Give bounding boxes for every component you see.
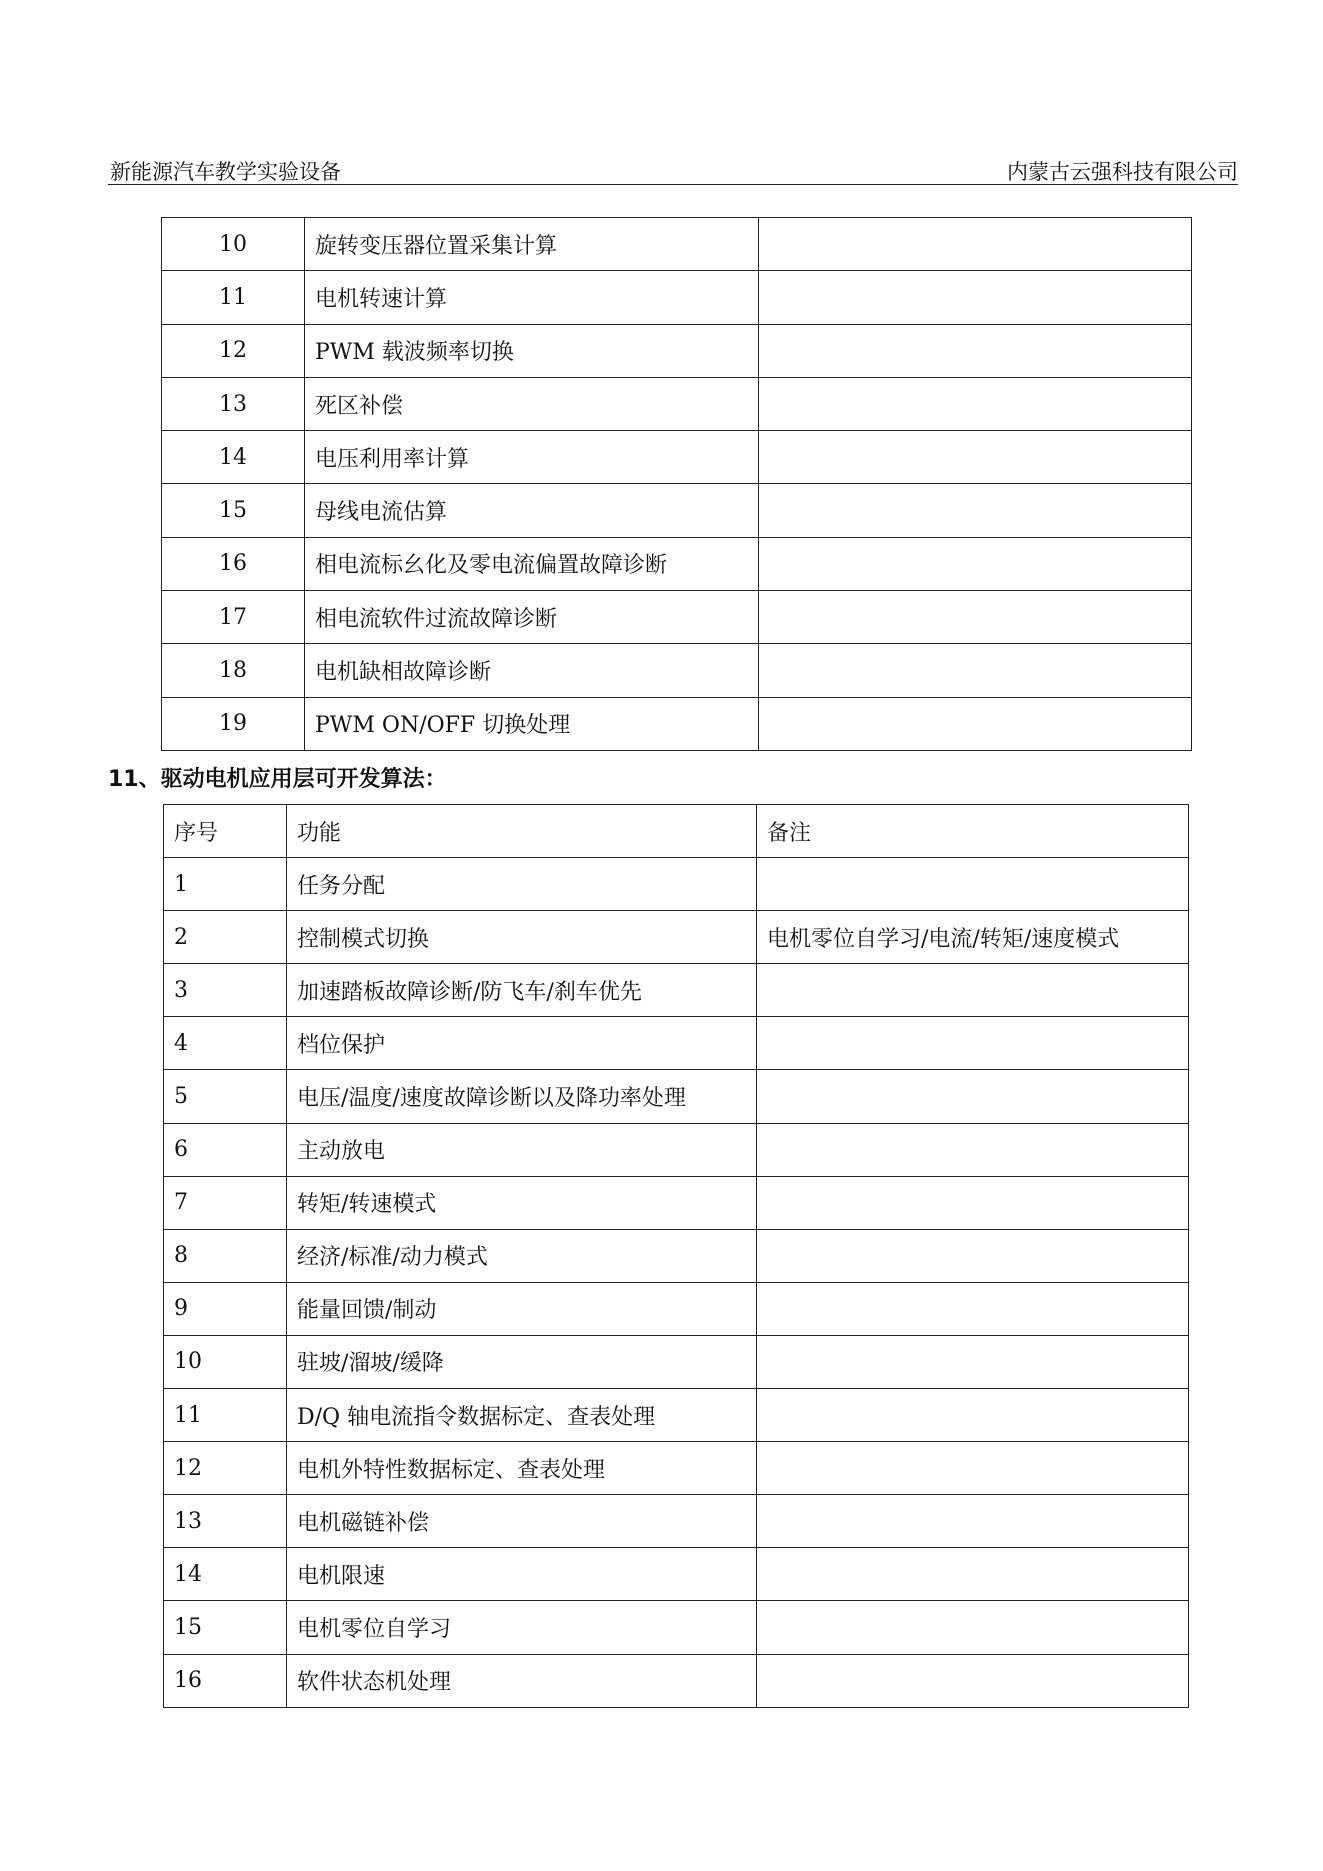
table-row — [164, 1389, 1189, 1442]
table-row — [164, 1601, 1189, 1654]
table-row — [164, 1282, 1189, 1335]
cell-note — [759, 697, 1192, 750]
table-row — [164, 1495, 1189, 1548]
table-row — [164, 1654, 1189, 1707]
cell-function: 经济/标准/动力模式 — [287, 1229, 757, 1282]
cell-num: 15 — [162, 484, 305, 537]
cell-num: 10 — [164, 1335, 287, 1388]
cell-note — [759, 431, 1192, 484]
table-row — [164, 1017, 1189, 1070]
cell-note — [757, 964, 1189, 1017]
cell-note — [757, 1654, 1189, 1707]
table-row — [164, 1548, 1189, 1601]
table-row — [162, 644, 1192, 697]
cell-function: 驻坡/溜坡/缓降 — [287, 1335, 757, 1388]
cell-note — [757, 1495, 1189, 1548]
cell-note: 电机零位自学习/电流/转矩/速度模式 — [757, 911, 1189, 964]
cell-function: 主动放电 — [287, 1123, 757, 1176]
cell-function: 电压/温度/速度故障诊断以及降功率处理 — [287, 1070, 757, 1123]
cell-note — [759, 324, 1192, 377]
cell-function: 相电流标幺化及零电流偏置故障诊断 — [305, 537, 759, 590]
cell-function: D/Q 轴电流指令数据标定、查表处理 — [287, 1389, 757, 1442]
table-header-row — [164, 805, 1189, 858]
cell-num: 9 — [164, 1282, 287, 1335]
cell-note — [757, 1389, 1189, 1442]
table-row — [162, 324, 1192, 377]
cell-function: 旋转变压器位置采集计算 — [305, 218, 759, 271]
cell-note — [757, 1601, 1189, 1654]
cell-note — [757, 1017, 1189, 1070]
cell-note — [757, 1070, 1189, 1123]
cell-note — [757, 1282, 1189, 1335]
table-row — [164, 964, 1189, 1017]
cell-function: 电压利用率计算 — [305, 431, 759, 484]
cell-num: 15 — [164, 1601, 287, 1654]
cell-note — [757, 1123, 1189, 1176]
table-row — [164, 1070, 1189, 1123]
cell-note — [757, 1176, 1189, 1229]
cell-num: 7 — [164, 1176, 287, 1229]
cell-num: 3 — [164, 964, 287, 1017]
table-row — [162, 431, 1192, 484]
cell-function: 电机磁链补偿 — [287, 1495, 757, 1548]
cell-note — [759, 218, 1192, 271]
table-row — [164, 1123, 1189, 1176]
cell-note — [757, 1442, 1189, 1495]
cell-note — [759, 537, 1192, 590]
cell-num: 1 — [164, 858, 287, 911]
table-row — [162, 218, 1192, 271]
section-title: 11、驱动电机应用层可开发算法： — [108, 767, 447, 792]
cell-note — [757, 1548, 1189, 1601]
cell-num: 14 — [164, 1548, 287, 1601]
cell-function: 软件状态机处理 — [287, 1654, 757, 1707]
table-row — [162, 377, 1192, 430]
cell-function: 电机转速计算 — [305, 271, 759, 324]
cell-function: 转矩/转速模式 — [287, 1176, 757, 1229]
cell-function: 能量回馈/制动 — [287, 1282, 757, 1335]
cell-function: PWM 载波频率切换 — [305, 324, 759, 377]
cell-function: 电机零位自学习 — [287, 1601, 757, 1654]
header-cell-function: 功能 — [287, 805, 757, 858]
header-cell-num: 序号 — [164, 805, 287, 858]
table-row — [162, 484, 1192, 537]
cell-function: 电机外特性数据标定、查表处理 — [287, 1442, 757, 1495]
cell-note — [757, 858, 1189, 911]
cell-num: 18 — [162, 644, 305, 697]
algorithm-table-continued — [161, 217, 1192, 751]
cell-function: 相电流软件过流故障诊断 — [305, 591, 759, 644]
table-row — [164, 1335, 1189, 1388]
cell-function: 死区补偿 — [305, 377, 759, 430]
table-row — [162, 591, 1192, 644]
table-row — [164, 858, 1189, 911]
cell-num: 19 — [162, 697, 305, 750]
header-company-name: 内蒙古云强科技有限公司 — [1007, 160, 1238, 184]
cell-num: 11 — [162, 271, 305, 324]
cell-num: 5 — [164, 1070, 287, 1123]
cell-num: 13 — [162, 377, 305, 430]
cell-num: 6 — [164, 1123, 287, 1176]
cell-note — [757, 1229, 1189, 1282]
table-row — [162, 697, 1192, 750]
cell-note — [759, 591, 1192, 644]
page-header — [108, 160, 1238, 185]
cell-num: 17 — [162, 591, 305, 644]
table-row — [162, 271, 1192, 324]
cell-num: 12 — [162, 324, 305, 377]
cell-num: 13 — [164, 1495, 287, 1548]
cell-function: 控制模式切换 — [287, 911, 757, 964]
cell-function: 档位保护 — [287, 1017, 757, 1070]
cell-num: 10 — [162, 218, 305, 271]
cell-function: 电机限速 — [287, 1548, 757, 1601]
cell-num: 2 — [164, 911, 287, 964]
header-cell-note: 备注 — [757, 805, 1189, 858]
cell-num: 16 — [162, 537, 305, 590]
cell-function: 任务分配 — [287, 858, 757, 911]
cell-function: 母线电流估算 — [305, 484, 759, 537]
cell-num: 11 — [164, 1389, 287, 1442]
cell-num: 4 — [164, 1017, 287, 1070]
table-row — [162, 537, 1192, 590]
cell-num: 12 — [164, 1442, 287, 1495]
cell-note — [757, 1335, 1189, 1388]
header-left-title: 新能源汽车教学实验设备 — [110, 160, 341, 184]
cell-num: 16 — [164, 1654, 287, 1707]
cell-note — [759, 484, 1192, 537]
table-row — [164, 1176, 1189, 1229]
cell-function: PWM ON/OFF 切换处理 — [305, 697, 759, 750]
cell-note — [759, 377, 1192, 430]
cell-num: 14 — [162, 431, 305, 484]
cell-note — [759, 644, 1192, 697]
cell-note — [759, 271, 1192, 324]
table-row — [164, 1442, 1189, 1495]
application-layer-algorithm-table — [163, 804, 1189, 1708]
table-row — [164, 1229, 1189, 1282]
cell-function: 加速踏板故障诊断/防飞车/刹车优先 — [287, 964, 757, 1017]
cell-num: 8 — [164, 1229, 287, 1282]
table-row — [164, 911, 1189, 964]
cell-function: 电机缺相故障诊断 — [305, 644, 759, 697]
